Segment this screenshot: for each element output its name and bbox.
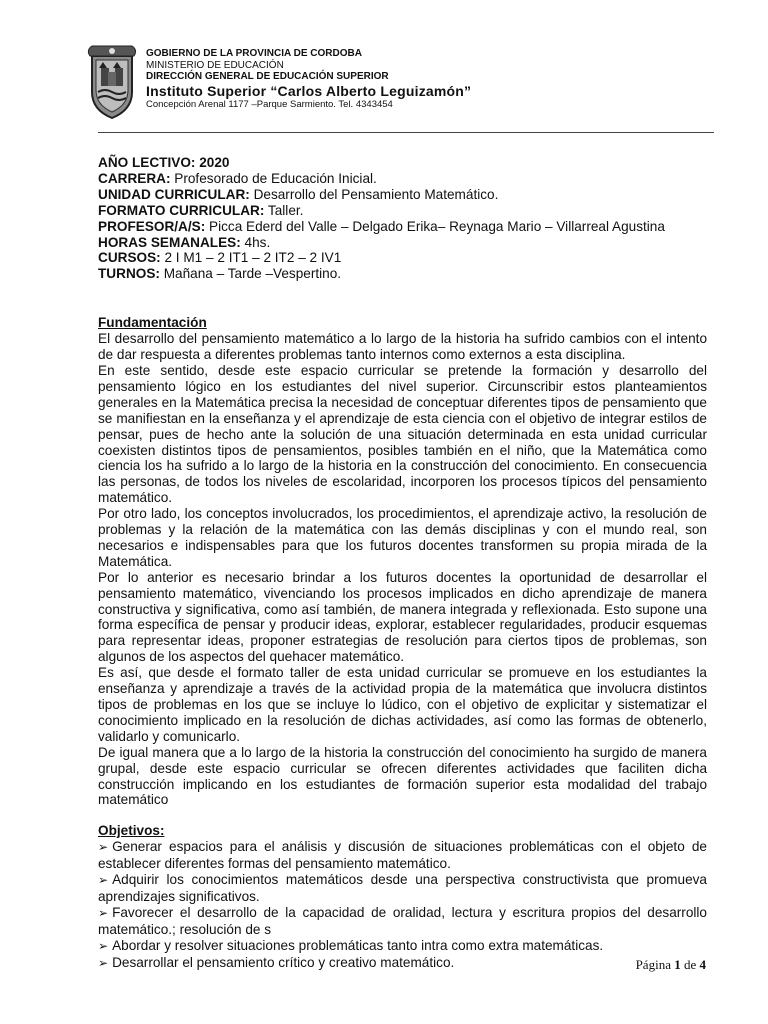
ministry-name: MINISTERIO DE EDUCACIÓN <box>146 59 284 71</box>
meta-hours: HORAS SEMANALES: 4hs. <box>98 234 271 250</box>
cordoba-crest-icon <box>86 44 138 120</box>
direction-name: DIRECCIÓN GENERAL DE EDUCACIÓN SUPERIOR <box>146 71 389 82</box>
document-body <box>98 155 707 972</box>
institute-name: Instituto Superior “Carlos Alberto Leguizamón” <box>146 82 472 99</box>
institute-address: Concepción Arenal 1177 –Parque Sarmiento. Tel. 4343454 <box>146 98 393 110</box>
arrow-bullet-icon: ➢ <box>98 840 109 855</box>
objective-item: ➢ Desarrollar el pensamiento crítico y creativo matemático. <box>98 954 455 970</box>
meta-courses: CURSOS: 2 I M1 – 2 IT1 – 2 IT2 – 2 IV1 <box>98 250 342 266</box>
fundamentacion-paragraph: Es así, que desde el formato taller de esta unidad curricular se promueve en los estudiantes la enseñanza y aprendizaje a través de la actividad propia de la matemática que involucra distintos tipos de problemas en los que se incluye lo lúdico, con el objetivo de explicitar y sistematizar el conocimiento implicado en la resolución de dichas actividades, así como las formas de obtenerlo, validarlo y comunicarlo. <box>98 665 707 744</box>
meta-unit: UNIDAD CURRICULAR: Desarrollo del Pensamiento Matemático. <box>98 186 499 202</box>
fundamentacion-paragraph: En este sentido, desde este espacio curricular se pretende la formación y desarrollo del pensamiento lógico en los estudiantes del nivel superior. Circunscribir estos planteamientos generales en la Matemática precisa la necesidad de conceptuar diferentes tipos de pensamiento que se manifiestan en la enseñanza y el aprendizaje de esta ciencia con el objetivo de integrar estilos de pensar, pues de hecho ante la solución de una situación determinada en esta unidad curricular coexisten distintos tipos de pensamientos, posibles también en el niño, que la Matemática como ciencia los ha sufrido a lo largo de la historia en la construcción del conocimiento. En consecuencia las personas, de todos los niveles de escolaridad, incorporen los procesos típicos del pensamiento matemático. <box>98 362 707 506</box>
fundamentacion-paragraph: El desarrollo del pensamiento matemático a lo largo de la historia ha sufrido cambios con el intento de dar respuesta a diferentes problemas tanto internos como externos a esta disciplina. <box>98 331 707 363</box>
fundamentacion-paragraph: Por otro lado, los conceptos involucrados, los procedimientos, el aprendizaje activo, la resolución de problemas y la relación de la matemática con las demás disciplinas y con el mundo real, son necesarios e indispensables para que los futuros docentes transformen su propia mirada de la Matemática. <box>98 506 707 569</box>
arrow-bullet-icon: ➢ <box>98 938 109 953</box>
header-divider <box>98 132 714 133</box>
government-name: GOBIERNO DE LA PROVINCIA DE CORDOBA <box>146 48 362 59</box>
meta-teachers: PROFESOR/A/S: Picca Ederd del Valle – Delgado Erika– Reynaga Mario – Villarreal Agustina <box>98 218 665 234</box>
document-header <box>86 44 716 124</box>
objective-item: ➢ Generar espacios para el análisis y discusión de situaciones problemáticas con el objeto de establecer diferentes formas del pensamiento matemático. <box>98 839 707 872</box>
page-number: Página 1 de 4 <box>635 957 706 972</box>
arrow-bullet-icon: ➢ <box>98 955 109 970</box>
objective-item: ➢ Abordar y resolver situaciones problemáticas tanto intra como extra matemáticas. <box>98 937 604 953</box>
fundamentacion-title: Fundamentación <box>98 315 207 331</box>
meta-format: FORMATO CURRICULAR: Taller. <box>98 202 304 218</box>
header-text-block <box>146 48 471 110</box>
objetivos-title: Objetivos: <box>98 823 165 839</box>
meta-shifts: TURNOS: Mañana – Tarde –Vespertino. <box>98 266 342 282</box>
course-meta <box>98 155 707 282</box>
arrow-bullet-icon: ➢ <box>98 873 109 888</box>
arrow-bullet-icon: ➢ <box>98 905 109 920</box>
meta-career: CARRERA: Profesorado de Educación Inicial. <box>98 170 377 186</box>
fundamentacion-paragraph: De igual manera que a lo largo de la historia la construcción del conocimiento ha surgido de manera grupal, desde este espacio curricular se ofrecen diferentes actividades que faciliten dicha construcción implicando en los estudiantes de formación superior esta modalidad del trabajo matemático <box>98 744 707 808</box>
objective-item: ➢ Favorecer el desarrollo de la capacidad de oralidad, lectura y escritura propios del desarrollo matemático.; resolución de s <box>98 904 707 937</box>
fundamentacion-paragraph: Por lo anterior es necesario brindar a los futuros docentes la oportunidad de desarrollar el pensamiento matemático, vivenciando los procesos implicados en dicho aprendizaje de manera constructiva y significativa, como así también, de manera integrada y reflexionada. Esto supone una forma específica de pensar y producir ideas, explorar, establecer regularidades, producir esquemas para representar ideas, proponer estrategias de resolución para ciertos tipos de problemas, son algunos de los aspectos del quehacer matemático. <box>98 569 707 665</box>
objective-item: ➢ Adquirir los conocimientos matemáticos desde una perspectiva constructivista que promueva aprendizajes significativos. <box>98 872 707 904</box>
meta-year: AÑO LECTIVO: 2020 <box>98 155 230 170</box>
